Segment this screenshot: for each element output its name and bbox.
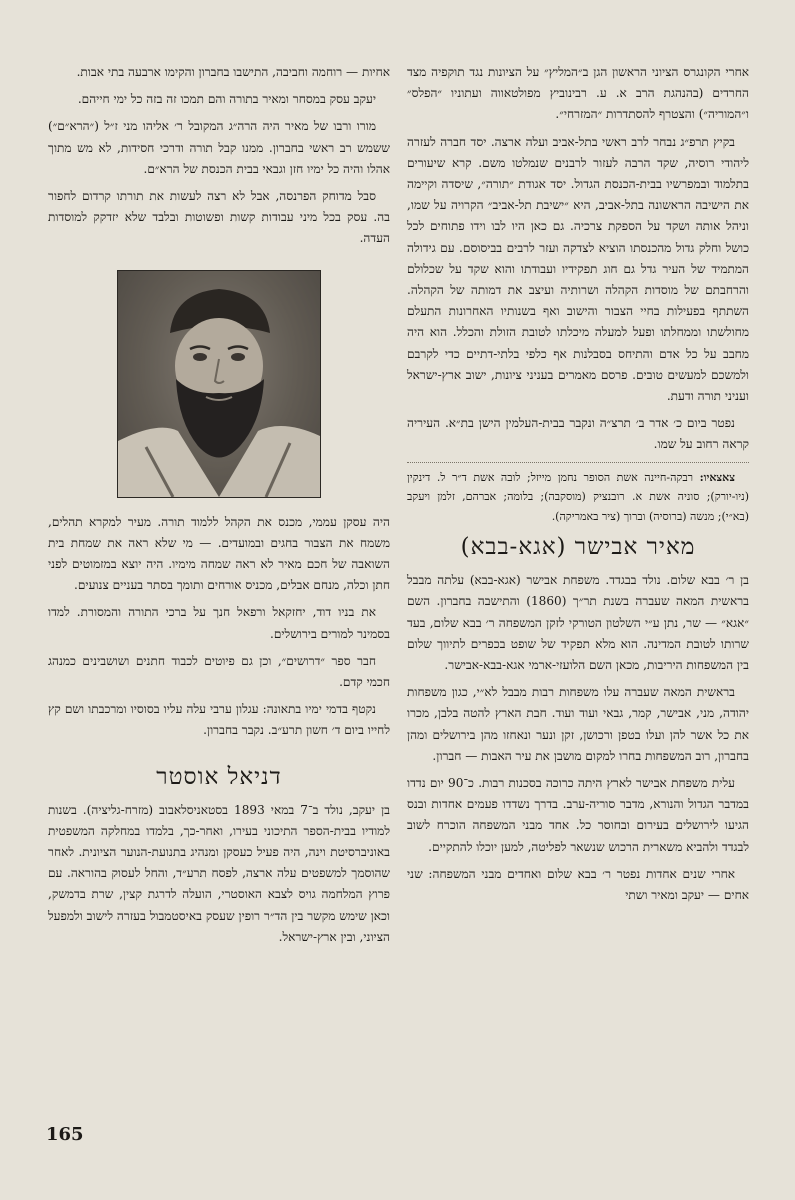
page-number: 165 (46, 1124, 84, 1145)
paragraph: יעקב עסק במסחר ומאיר בתורה והם תמכו זה בזה כל ימי חייהם. (77, 92, 376, 107)
paragraph: עלית משפחת אבישר לארץ היתה כרוכה בסכנות רבות. כ־90 יום נדדו במדבר הגדול והנורא, מדבר סוריה-ערב. בדרך נשדדו פעמים אחדות ובנס הגיעו לירושלים בעירום ובחוסר כל. אחד מבני המשפחה הוכרח לשוב לבגדד ולהביא משארית הרכוש שנשאר לפליטה, למען יוכלו להתקיים. (407, 775, 749, 854)
paragraph: אחרי שנים אחדות נפטר ר׳ בבא שלום ואחדים מבני המשפחה: שני אחים — יעקב ומאיר ושתי (407, 866, 749, 902)
portrait-icon (118, 271, 320, 497)
right-column (407, 62, 749, 912)
left-column (48, 62, 390, 954)
paragraph: בקיץ תרפ״ג נבחר לרב ראשי בתל-אביב ועלה ארצה. יסד חברה לעזרה ליהודי רוסיה, שקד הרבה לעזור לרבנים שנמלטו משם. קרא שיעורים בתלמוד ובמפרשיו בבית-הכנסת הגדול. יסד אגודת ״תורה״, שיסדה וקיימה את הישיבה הראשונה בתל-אביב, היא ״ישיבת תל-אביב״ הקרויה על שמו, וניהל אותה ושקד על הספקת צרכיה. גם כאן היו לבו וידו פתוחים לכל כושל וחלק גדול מהכנסתו הוציא לצדקה ועזר לרבים בביסוסם. עם גידולה המתמיד של העיר גדל גם חוג תפקידיו ועבודתו והוא שקד על שכלולם והרחבתם של מוסדות הקהלה ושרותיה ועיצב את דמותה של הקהלה. השתתף בפעילות בחיי הצבור והישוב ואף בשנותיו האחרונות התעלם מחולשתו וממחלתו ופעל למעלה מיכלתו לטובת הזולת והכלל. הוא היה מחבב על כל אדם והתיחס בסבלנות אף כלפי בלתי-דתיים כדי לקרבם ולמשכם למעשים טובים. פרסם מאמרים בעניני ציונות, ישוב ארץ-ישראל ועניני תורה ודעת. (407, 134, 749, 404)
survivors-label: צאצאיו: (699, 470, 735, 484)
paragraph: חבר ספר ״דרושים״, וכן גם פיוטים לכבוד חתנים ושושבינים כמנהג חכמי קדם. (48, 653, 390, 690)
paragraph: את בניו דוד, יחזקאל ורפאל חנך על ברכי התורה והמסורת. למדו בסמינר למורים בירושלים. (48, 605, 390, 641)
paragraph: נקטף בדמי ימיו בתאונה: עגלון ערבי עלה עליו בסוסיו ומרכבתו ושם קץ לחייו ביום ד׳ חשון תרע״ב. נקבר בחברון. (48, 702, 390, 738)
paragraph: היה עסקן עממי, מכנס את הקהל ללמוד תורה. מעיר למקרא תהלים, משמח את הצבור בחגים ובמועדים. — מי שלא ראה את שמחת בית השואבה של חכם מאיר לא ראה שמחה מימיו. היה יוצא במזמוטים לפני חתן וכלה, מנחם אבלים, מכניס אורחים ותומך בסתר בעניים צנועים. (48, 514, 390, 593)
article-heading-daniel-oster: דניאל אוסטר (156, 763, 282, 790)
portrait-photo (117, 270, 321, 498)
paragraph: מורו ורבו של מאיר היה הרה״ג המקובל ר׳ אליהו מני ז״ל (״הרא״ם״) ששמש רב ראשי בחברון. ממנו קבל תורה ודרכי חסידות, לא מש מתוך אהלו והיה כל ימיו חזן וגבאי בבית הכנסת של הרא״ם. (48, 119, 390, 176)
article-heading-meir-avishar: מאיר אבישר (אגא-בבא) (460, 534, 696, 561)
survivors-note (407, 462, 749, 527)
paragraph: אחיות — רוחמה וחביבה, התישבו בחברון והקימו ארבעה בתי אבות. (76, 65, 390, 79)
paragraph: בראשית המאה שעברה עלו משפחות רבות מבבל לא״י, כגון משפחות יהודה, מני, אבישר, קמר, גבאי ועוד ועוד. חבת הארץ להטה בלבן, מכרו את כל אשר להן ועלו בטפן ורכושן, זקן ונער ונאחזו מהן בירושלים ומהן בחברון, רוב המשפחות בחרו למקום מושבן את עיר האבות — חברון. (407, 685, 749, 763)
paragraph: נפטר ביום כ׳ אדר ב׳ תרצ״ה ונקבר בבית-העלמין הישן בת״א. העיריה קראה רחוב על שמו. (407, 416, 749, 452)
survivors-text: רבקה-חיינה אשת הסופר נחמן מייזל; לובה אשת ד״ר ל. דינקין (ניו-יורק); סוניה אשת א. רובנציק (מוסקבה); בלומה; אברהם, זלמן ויעקב (בא״י); מנשה (ברוסיה) וברוך (ציר באמריקה). (407, 470, 749, 523)
paragraph: סבל מדוחק הפרנסה, אבל לא רצה לעשות את תורתו קרדום לחפור בה. עסק בכל מיני עבודות קשות ופשוטות ובלבד שלא יזדקק למוסדות העדה. (48, 189, 390, 246)
paragraph: אחרי הקונגרס הציוני הראשון הגן ב״המליץ״ על הציונות נגד תוקפיה מצד החרדים (בהנהגת הרב א. ע. רבינוביץ מפולטאווה ועתוניו ״הפלס״ ו״המוריה״) והצטרף להסתדרות ״המזרחי״. (407, 65, 749, 122)
paragraph: בן יעקב, נולד ב־7 במאי 1893 בסטאניסלאבוב (מזרח-גליציה). בשנות למודיו בבית-הספר התיכוני בעירו, ואחר-כך, בלמדו במחלקה המשפטית באוניברסיטת וינה, היה פעיל כעסקן ומנהיג בתנועת-הנוער הציונית. לאחר שהוסמך למשפטים עלה ארצה, לפסח תרע״ד, והחל לעסוק בהוראה. עם פרוץ המלחמה גויס לצבא האוסטרי, הועלה לדרגת קצין, שרת בדמשק, וכאן שימש מקשר בין הד״ר רופין שעסק באיסטמבול בעזרה לישוב ולמפעל הציוני, ובין ארץ-ישראל. (48, 802, 390, 944)
paragraph: בן ר׳ בבא שלום. נולד בבגדד. משפחת אבישר (אגא-בבא) עלתה מבבל בראשית המאה שעברה בשנת תר״ך (1860) והתישבה בחברון. השם ״אגא״ — שר, נתן ע״י השלטון הטורקי לזקן המשפחה ר׳ בבא שלום, בעד שרותו לטובת המדינה. הוא מלא תפקיד של שופט בכפרים לתיווך שלום בין המשפחות היריבות, מכאן השם הלועזי-ארמי אגא-בבא-אבישר. (407, 573, 749, 672)
